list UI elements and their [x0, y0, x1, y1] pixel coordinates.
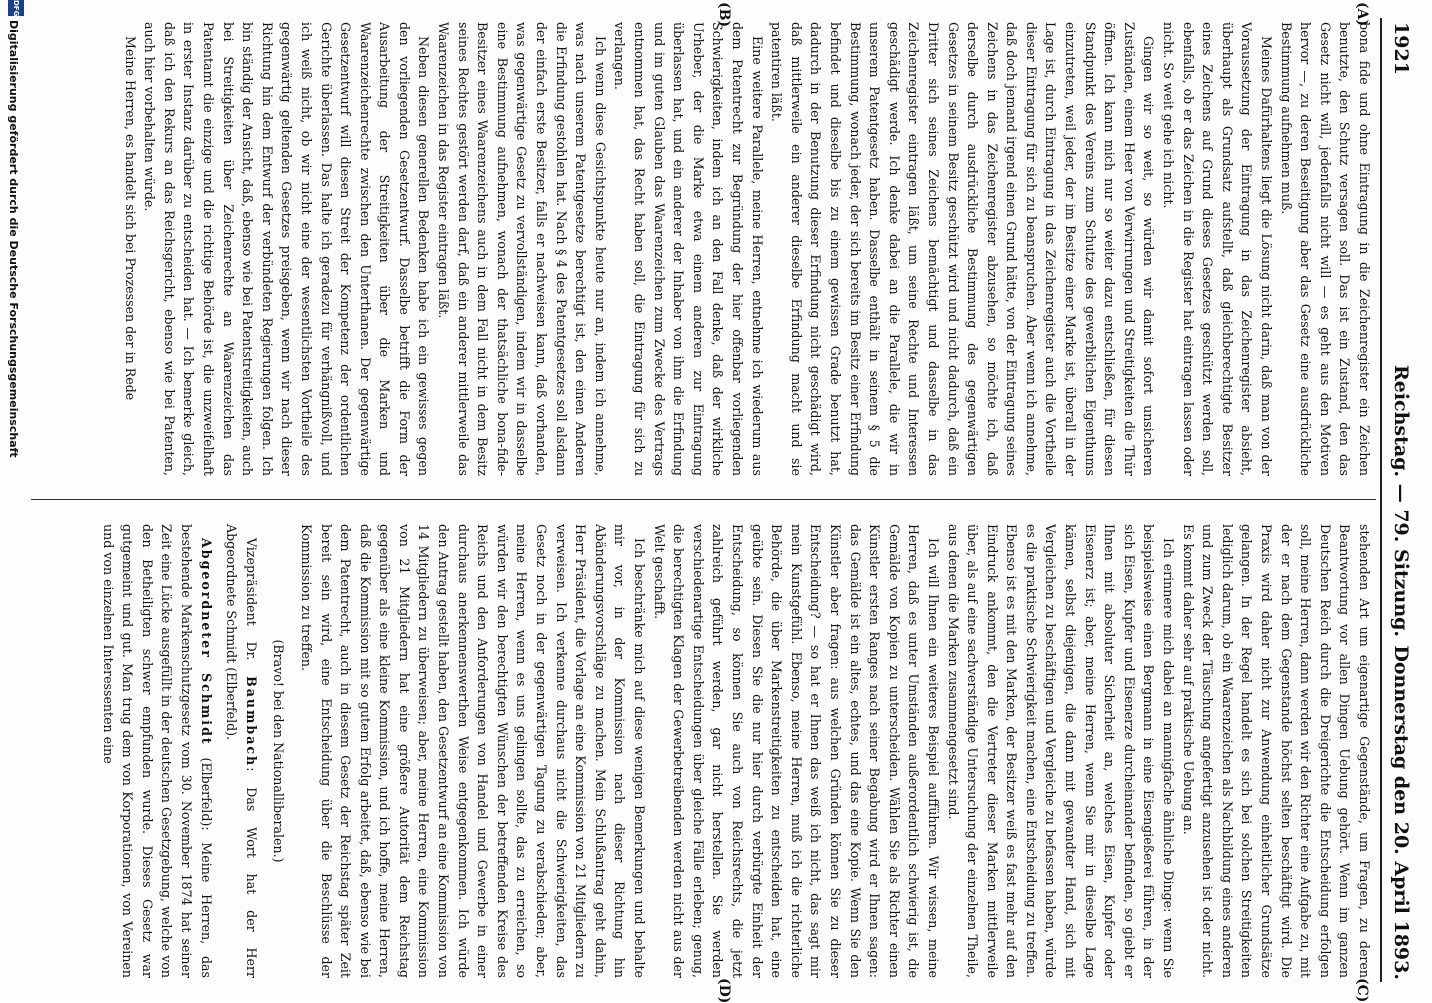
margin-marker-c: (C) — [1354, 978, 1370, 1003]
dfg-logo: DFG — [8, 0, 24, 16]
margin-marker-a: (A) — [1354, 2, 1370, 27]
paragraph: Ich will Ihnen ein weiteres Beispiel aufführen. Wir wissen, meine Herren, daß es unter Umständen außerordentlich schwierig ist, die Gemälde von Kopien zu unterscheiden. Wählen Sie als Richter einen Künstler ersten Ranges nach seiner Begabung wird er Ihnen sagen: das Gemälde ist ein altes, echtes, und das eine Kopie. Wenn Sie den Künstler aber fragen: aus welchen Gründen können Sie zu dieser Entscheidung? — so hat er Ihnen das weiß ich nicht, das sagt mir mein Kunstgefühl. Ebenso, meine Herren, muß ich die richterliche Behörde, die über Markenstreitigkeiten zu entscheiden hat, eine geübte sein. Diesen Sie die nur hier durch verbürgte Einheit der Entscheidung, so können Sie auch von Reichsrechts, die jetzt zahlreich geführt werden, gar nicht herstellen. Sie werden verschiedenartige Entscheidungen über gleiche Fälle erleben; genug, die berechtigten Klagen der Gewerbetreibenden werden nicht aus der Welt geschafft. — [651, 524, 941, 978]
page-header — [1384, 22, 1414, 980]
president-role: Vizepräsident Dr. — [243, 538, 259, 661]
paragraph: Ich beschränke mich auf diese wenigen Bemerkungen und behalte mir vor, in der Kommission nach dieser Richtung hin Abänderungsvorschläge zu machen. Mein Schlußantrag geht dahin, Herr Präsident, die Vorlage an eine Kommission von 21 Mitgliedern zu verweisen. Ich verkenne durchaus nicht die Schwierigkeiten, das Gesetz noch in der gegenwärtigen Tagung zu verabschieden; aber, meine Herren, wenn es uns gelingen sollte, das zu erreichen, so würden wir den berechtigten Wünschen der betreffenden Kreise des Reichs und den Anforderungen von Handel und Gewerbe in einer durchaus anerkennenswerthen Weise entgegenkommen. Ich würde den Antrag gestellt haben, den Gesetzentwurf an eine Kommission von 14 Mitgliedern zu überweisen; aber, meine Herren, eine Kommission von 21 Mitgliedern hat eine größere Autorität dem Reichstag gegenüber als eine kleine Kommission, und ich hoffe, meine Herren, daß die Kommission mit so gutem Erfolg arbeitet, daß, ebenso wie bei dem Patentrecht, auch in diesem Gesetz der Reichstag später Zeit bereit sein wird, eine Entscheidung über die Beschlüsse der Kommission zu treffen. — [298, 524, 648, 978]
right-column — [34, 524, 1374, 978]
paragraph: Ich erinnere mich dabei an mannigfache ähnliche Dinge: wenn Sie beispielsweise einen Bergmann in eine Eisengießerei führen, in der sich Eisen, Kupfer und Eisenerze durcheinander befinden, so giebt er Ihnen mit absoluter Sicherheit an, welches Eisen, Kupfer oder Eisenerz ist; aber, meine Herren, wenn Sie mir in dieselbe Lage kämen, selbst diejenigen, die dann mit gewandter Hand, sich mit Vergleichen zu beschäftigen und Vergleiche zu befassen haben, würde es die praktische Schwierigkeit machen, eine Entscheidung zu treffen. Ebenso ist es mit den Marken, der Besitzer weiß es fast mehr auf den Eindruck ankommt, den die Vertreter dieser Marken mittlerweile über, als auf eine sachverständige Untersuchung der einzelnen Theile, aus denen die Marken zusammengesetzt sind. — [945, 524, 1177, 978]
page-footer — [0, 0, 26, 1000]
column-divider — [31, 499, 1376, 500]
header-rule — [1380, 18, 1382, 982]
footer-credit: Digitalisierung gefördert durch die Deutsche Forschungsgemeinschaft — [7, 20, 20, 458]
paragraph: Gingen wir so weit, so würden wir damit sofort unsicheren Zuständen, einem Heer von Verwirrungen und Streitigkeiten die Thür öffnen. Ich kann mich nur so weiter dazu entschließen, für diesen Standpunkt des Vereins zum Schutze des gewerblichen Eigenthums einzutreten, weil jeder, der im Besitze einer Marke ist, überall in der Lage ist, durch Eintragung in das Zeichenregister auch die Vortheile dieser Eintragung für sich zu beanspruchen. Aber wenn ich annehme, daß doch jemand irgend einen Grund hätte, von der Eintragung seines Zeichens in das Zeichenregister abzusehen, so möchte ich, daß derselbe durch ausdrückliche Bestimmung des gegenwärtigen Gesetzes in seinem Besitz geschützt wird und nicht dadurch, daß ein Dritter sich seines Zeichens bemächtigt und dasselbe in das Zeichenregister eintragen läßt, um seine Rechte und Interessen geschädigt werde. Ich denke dabei an die Parallele, die wir in unserem Patentgesetz haben. Dasselbe enthält in seinem § 5 die Bestimmung, wonach jeder, der sich bereits im Besitz einer Erfindung befindet und dieselbe bis zu einem gewissen Grade benutzt hat, dadurch in der Benutzung dieser Erfindung nicht geschädigt wird, daß mittlerweile ein anderer dieselbe Erfindung macht und sie patentiren läßt. — [769, 22, 1157, 476]
speaker-name: Abgeordneter Schmidt — [198, 538, 214, 746]
applause-note: (Bravo! bei den Nationalliberalen.) — [271, 639, 287, 863]
speech-text: (Elberfeld): Meine Herren, das bestehende Markenschutzgesetz vom 30. November 1874 hat seiner Zeit eine Lücke ausgefüllt in der deutschen Gesetzgebung, welche von den Betheiligten schwer empfunden wurde. Dieses Gesetz war gutgemeint und gut. Man trug dem von Korporationen, von Vereinen und von einzelnen Interessenten eine — [100, 524, 214, 978]
paragraph: Ich wenn diese Gesichtspunkte heute nur an, indem ich annehme, was nach unserem Patentgesetze berechtigt ist, den einen Anderen die Erfindung gestohlen hat. Nach § 4 des Patentgesetzes soll alsdann der einfach erste Besitzer, falls er nachweisen kann, daß vorhanden, was gegenwärtige Gesetz zu vervollständigen, indem wir in dasselbe eine Bestimmung aufnehmen, wonach der thatsächliche bona-fide-Besitzer eines Waarenzeichens auch in dem Fall nicht in dem Besitz seines Rechtes gestört werden darf, daß ein anderer mittlerweile das Waarenzeichen in das Register eintragen läßt. — [436, 22, 608, 476]
margin-marker-b: (B) — [716, 2, 732, 28]
president-text: : Das Wort hat der Herr Abgeordnete Schmidt (Elberfeld). — [224, 524, 259, 978]
president-statement — [222, 524, 261, 978]
paragraph: Meines Dafürhaltens liegt die Lösung nicht darin, daß man von der Voraussetzung der Eintragung in das Zeichenregister absieht, überhaupt als Grundsatz aufstellt, daß gleichberechtigte Besitzer eines Zeichens auf Grund dieses Gesetzes geschützt werden soll, ebenfalls, ob er das Zeichen in die Register hat eintragen lassen oder nicht. So weit gehe ich nicht. — [1161, 22, 1275, 476]
paragraph: stehenden Art um eigenartige Gegenstände, um Fragen, zu deren Beantwortung vor allen Dingen Uebung gehört. Wenn im ganzen Deutschen Reich durch die Dreigerichte die Entscheidung erfolgen soll, meine Herren, dann werden wir den Richter eine Aufgabe zu, mit der er nach dem Gegenstande höchst selten beschäftigt wird. Die Praxis wird daher nicht zur Anwendung einheitlicher Grundsätze gelangen. In der Regel handelt es sich bei solchen Streitigkeiten lediglich darum, ob ein Waarenzeichen als Nachbildung eines anderen und zum Zweck der Täuschung angefertigt anzusehen ist oder nicht. Es kommt daher sehr auf praktische Uebung an. — [1180, 524, 1372, 978]
header-title: Reichstag. — 79. Sitzung. — [1390, 364, 1412, 638]
speech-paragraph — [98, 524, 216, 978]
left-column — [34, 22, 1374, 476]
paragraph: Neben diesen generellen Bedenken habe ich ein gewisses gegen den vorliegenden Gesetzentwurf. Dasselbe betrifft die Form der Ausarbeitung der Streitigkeiten über die Marken und Waarenzeichenrechte zwischen den Unterthanen. Der gegenwärtige Gesetzentwurf will diesen Streit der Kompetenz der ordentlichen Gerichte überlassen. Das halte ich geradezu für verhängnißvoll, und ich weiß nicht, ob wir nicht eine der wesentlichsten Vortheile des gegenwärtig geltenden Gesetzes preisgeben, wenn wir nach dieser Richtung hin dem Entwurf der verbündeten Regierungen folgen. Ich bin ständig der Ansicht, daß, ebenso wie bei Patentstreitigkeiten, auch bei Streitigkeiten über Zeichenrechte an Waarenzeichen das Patentamt die einzige und die richtige Behörde ist, die unzweifelhaft in erster Instanz darüber zu entscheiden hat. — Ich bemerke gleich, daß ich den Rekurs an das Reichsgericht, ebenso wie bei Patenten, auch hier vorbehalten würde. — [142, 22, 432, 476]
paragraph: Eine weitere Parallele, meine Herren, entnehme ich wiederum aus dem Patentrecht zur Begründung der hier offenbar vorliegenden Schwierigkeiten, indem ich an den Fall denke, daß der wirkliche Urheber, der die Marke etwa einem anderen zur Eintragung überlassen hat, und ein anderer der Inhaber von ihm die Erfindung und im guten Glauben das Waarenzeichen zum Zwecke des Vertrags entnommen hat, das Recht haben soll, die Eintragung für sich zu verlangen. — [612, 22, 765, 476]
president-name: Baumbach — [243, 676, 259, 768]
paragraph: bona fide und ohne Eintragung in die Zeichenregister ein Zeichen benutzte, den Schutz versagen soll. Das ist ein Zustand, den das Gesetz nicht will, jedenfalls nicht will — es geht aus den Motiven hervor —, zu deren Beseitigung aber das Gesetz eine ausdrückliche Bestimmung aufnehmen muß. — [1278, 22, 1372, 476]
page-number: 1921 — [1390, 22, 1412, 75]
header-date: Donnerstag den 20. April 1893. — [1390, 645, 1412, 980]
paragraph: Meine Herren, es handelt sich bei Prozessen der in Rede — [122, 36, 138, 401]
margin-marker-d: (D) — [716, 978, 732, 1003]
